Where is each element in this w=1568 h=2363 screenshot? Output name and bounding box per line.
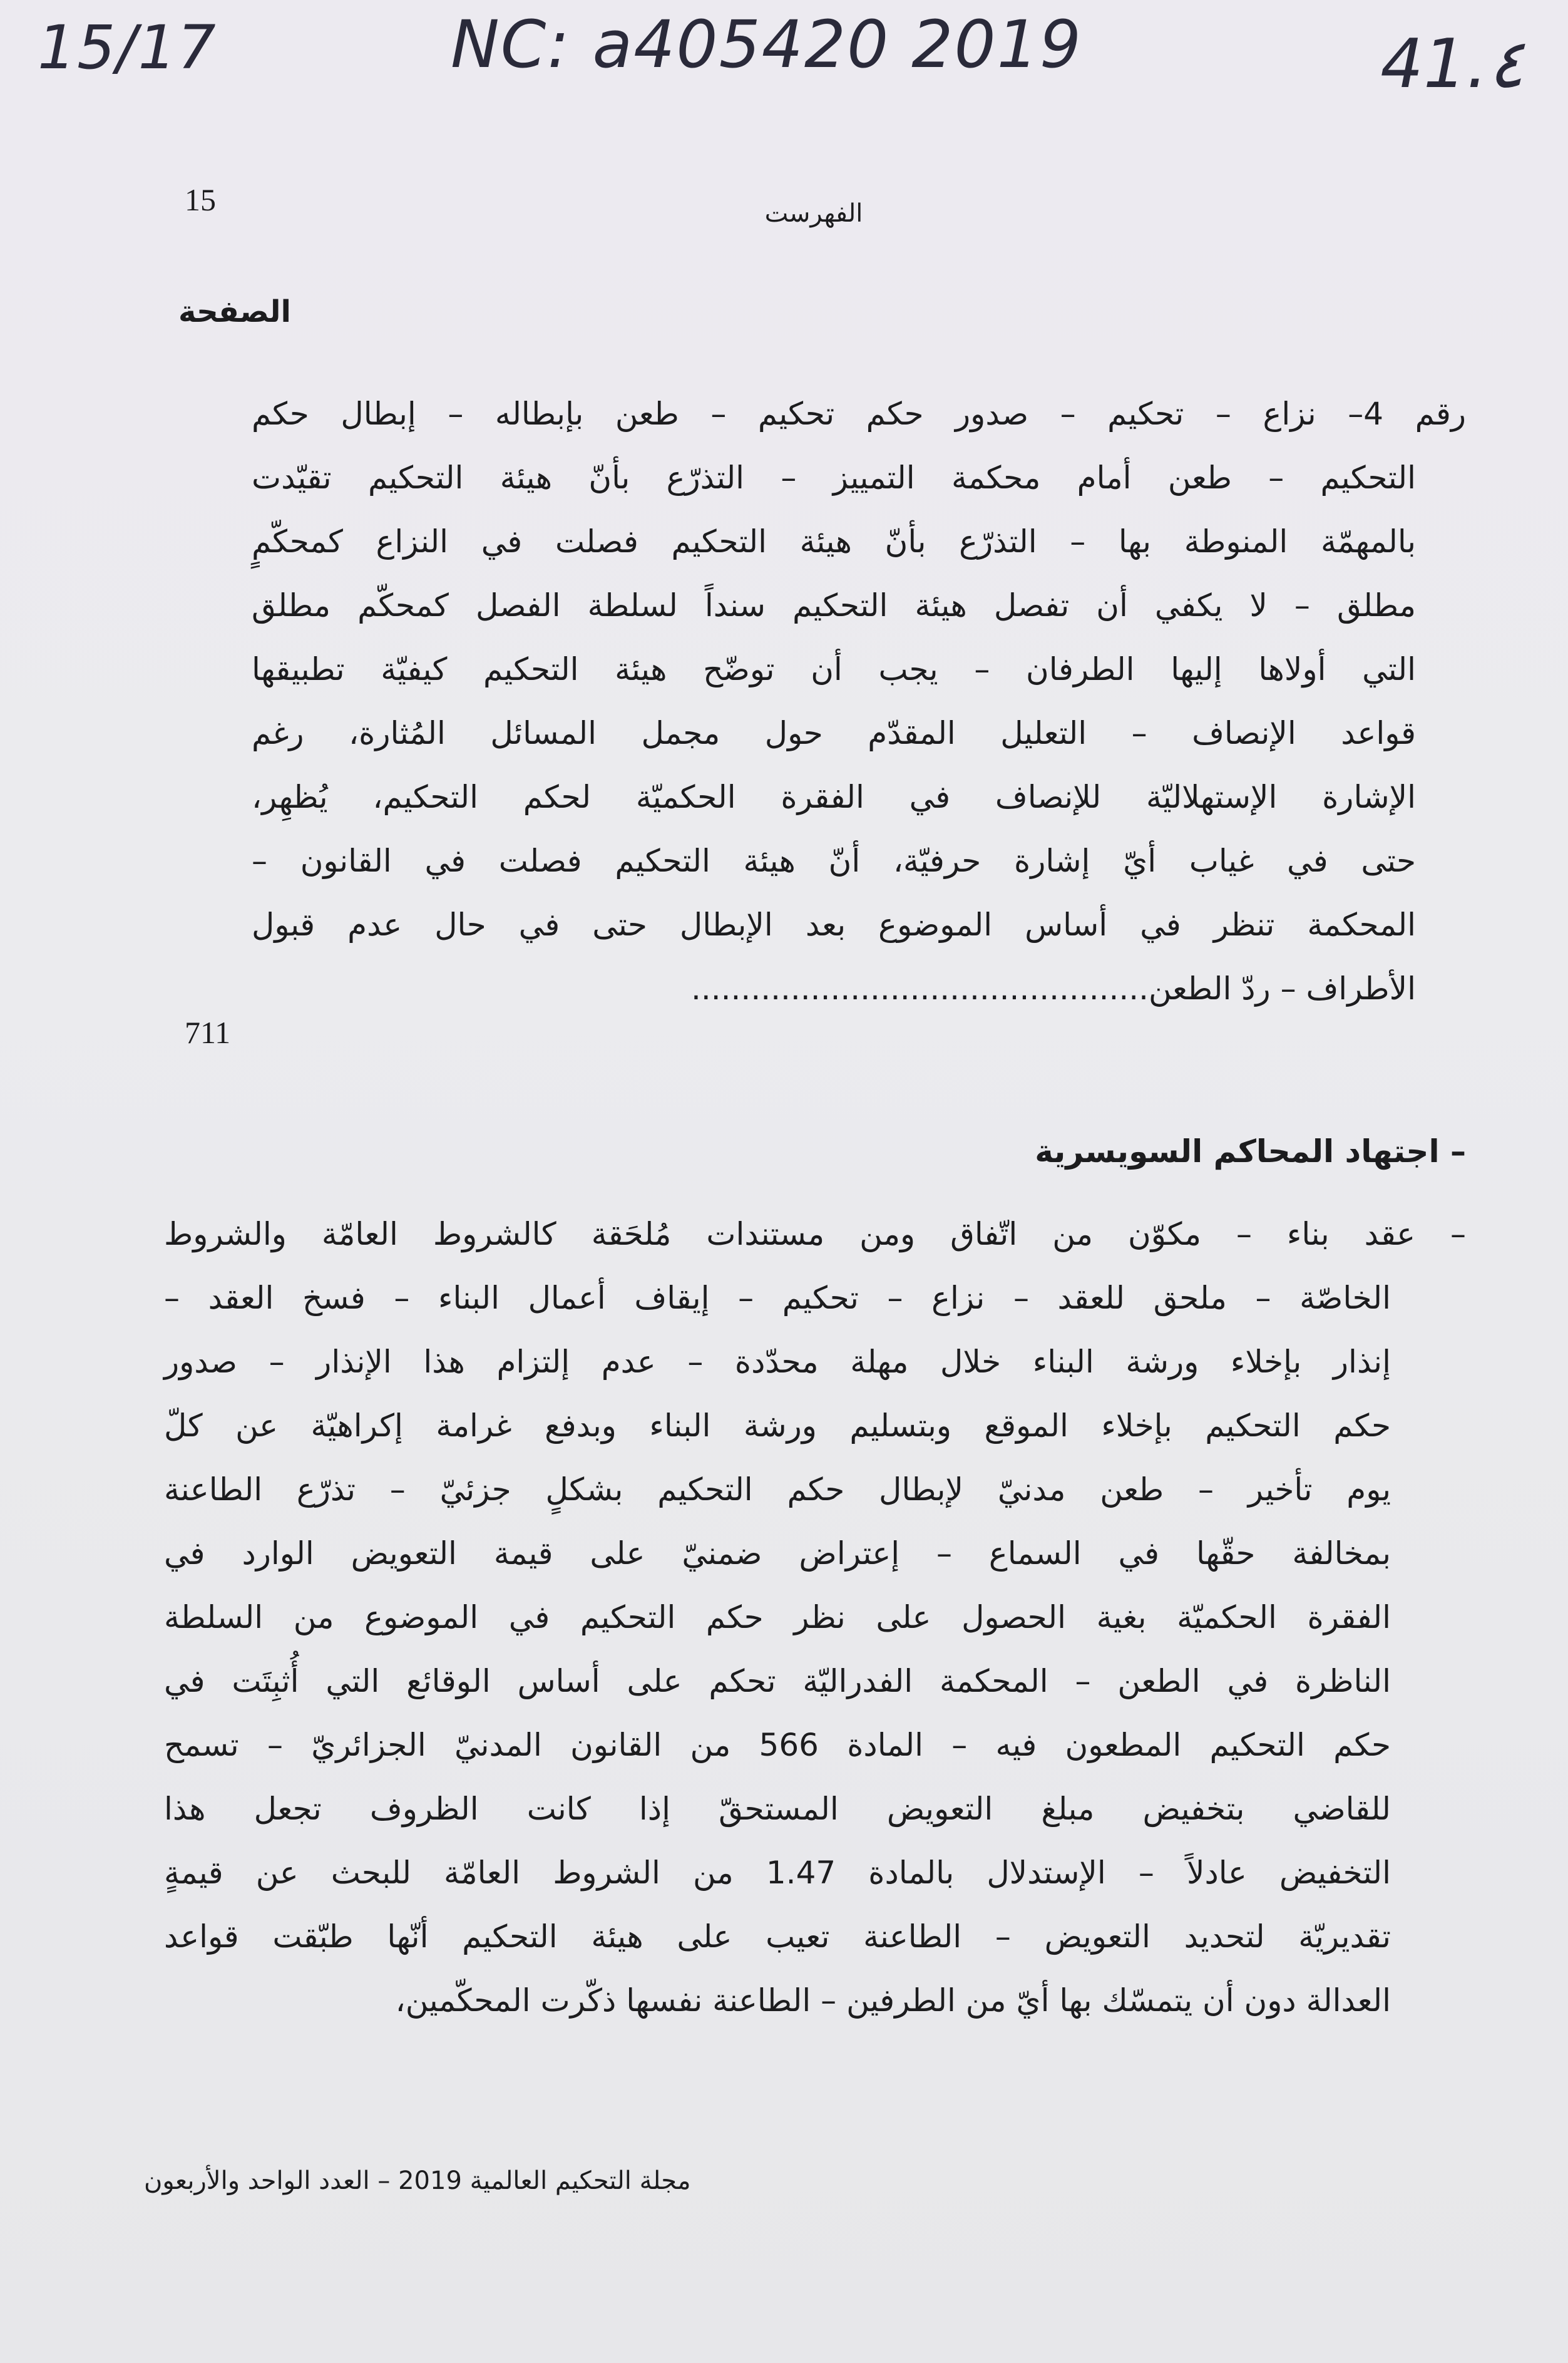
- section-heading: – اجتهاد المحاكم السويسرية: [1035, 1133, 1466, 1170]
- entry-line: قواعد الإنصاف – التعليل المقدّم حول مجمل المسائل المُثارة، رغم: [252, 715, 1416, 751]
- entry-line: التي أولاها إليها الطرفان – يجب أن توضّح هيئة التحكيم كيفيّة تطبيقها: [252, 651, 1416, 687]
- entry-line: يوم تأخير – طعن مدنيّ لإبطال حكم التحكيم بشكلٍ جزئيّ – تذرّع الطاعنة: [164, 1471, 1391, 1508]
- entry-line: بالمهمّة المنوطة بها – التذرّع بأنّ هيئة التحكيم فصلت في النزاع كمحكّمٍ: [252, 523, 1416, 560]
- index-title: الفهرست: [764, 199, 863, 228]
- entry-line: الإشارة الإستهلاليّة للإنصاف في الفقرة الحكميّة لحكم التحكيم، يُظهِر،: [252, 779, 1416, 815]
- entry-line: حكم التحكيم المطعون فيه – المادة 566 من القانون المدنيّ الجزائريّ – تسمح: [164, 1727, 1391, 1763]
- entry-line: الفقرة الحكميّة بغية الحصول على نظر حكم التحكيم في الموضوع من السلطة: [164, 1599, 1391, 1635]
- entry-line: حتى في غياب أيّ إشارة حرفيّة، أنّ هيئة التحكيم فصلت في القانون –: [252, 843, 1416, 879]
- journal-footer: مجلة التحكيم العالمية 2019 – العدد الواحد والأربعون: [144, 2166, 691, 2195]
- entry-line: حكم التحكيم بإخلاء الموقع وبتسليم ورشة البناء وبدفع غرامة إكراهيّة عن كلّ: [164, 1408, 1391, 1444]
- entry-line: الأطراف – ردّ الطعن..............................................: [690, 970, 1416, 1007]
- page-column-label: الصفحة: [178, 294, 291, 329]
- entry-line: المحكمة تنظر في أساس الموضوع بعد الإبطال حتى في حال عدم قبول: [252, 907, 1416, 943]
- index-entry-swiss: [164, 1202, 1466, 2032]
- entry-line: مطلق – لا يكفي أن تفصل هيئة التحكيم سنداً لسلطة الفصل كمحكّم مطلق: [252, 587, 1416, 624]
- handwritten-reference: NC: a405420 2019: [451, 6, 1082, 83]
- handwritten-fraction: 15/17: [38, 13, 217, 83]
- entry-line: تقديريّة لتحديد التعويض – الطاعنة تعيب على هيئة التحكيم أنّها طبّقت قواعد: [164, 1918, 1391, 1955]
- entry-line: رقم 4– نزاع – تحكيم – صدور حكم تحكيم – طعن بإبطاله – إبطال حكم: [252, 396, 1466, 432]
- entry-line: التخفيض عادلاً – الإستدلال بالمادة 1.47 من الشروط العامّة للبحث عن قيمةٍ: [164, 1855, 1391, 1891]
- entry-line: إنذار بإخلاء ورشة البناء خلال مهلة محدّدة – عدم إلتزام هذا الإنذار – صدور: [164, 1344, 1391, 1380]
- entry-line: بمخالفة حقّها في السماع – إعتراض ضمنيّ على قيمة التعويض الوارد في: [164, 1535, 1391, 1572]
- page-number: 15: [185, 182, 216, 217]
- handwritten-code: 41.٤: [1380, 25, 1524, 103]
- index-entry-4: [252, 382, 1466, 1021]
- entry-line: الخاصّة – ملحق للعقد – نزاع – تحكيم – إيقاف أعمال البناء – فسخ العقد –: [164, 1280, 1391, 1316]
- entry-line: للقاضي بتخفيض مبلغ التعويض المستحقّ إذا كانت الظروف تجعل هذا: [164, 1791, 1391, 1827]
- entry-line: الناظرة في الطعن – المحكمة الفدراليّة تحكم على أساس الوقائع التي أُثبِتَت في: [164, 1663, 1391, 1699]
- entry-page-reference: 711: [185, 1015, 231, 1050]
- entry-line: العدالة دون أن يتمسّك بها أيّ من الطرفين – الطاعنة نفسها ذكّرت المحكّمين،: [395, 1982, 1391, 2019]
- entry-line: – عقد بناء – مكوّن من اتّفاق ومن مستندات مُلحَقة كالشروط العامّة والشروط: [164, 1216, 1466, 1252]
- entry-line: التحكيم – طعن أمام محكمة التمييز – التذرّع بأنّ هيئة التحكيم تقيّدت: [252, 460, 1416, 496]
